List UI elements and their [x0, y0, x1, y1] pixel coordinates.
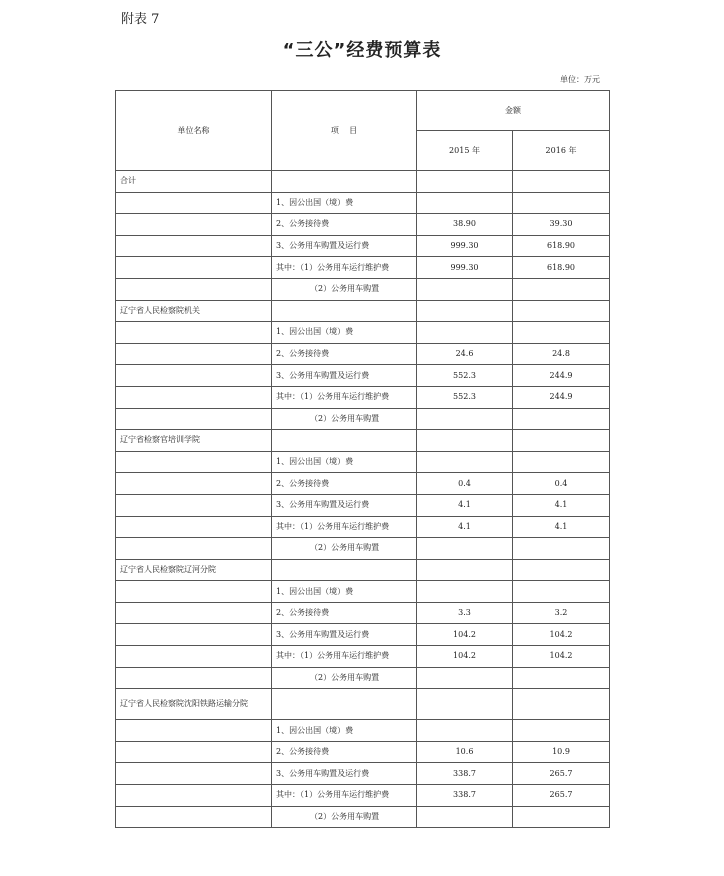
- unit-name-cell: [116, 785, 272, 807]
- unit-name-cell: 合计: [116, 171, 272, 193]
- amount-2016-cell: [513, 806, 610, 828]
- item-cell: 3、公务用车购置及运行费: [272, 365, 417, 387]
- amount-2016-cell: 3.2: [513, 602, 610, 624]
- amount-2016-cell: [513, 430, 610, 452]
- header-amount: 金额: [417, 91, 610, 131]
- unit-name-cell: [116, 516, 272, 538]
- item-cell: 其中：（1）公务用车运行维护费: [272, 646, 417, 668]
- item-cell: 3、公务用车购置及运行费: [272, 235, 417, 257]
- table-row: [116, 430, 610, 452]
- table-row: [116, 689, 610, 720]
- item-cell: 1、因公出国（境）费: [272, 451, 417, 473]
- amount-2016-cell: 244.9: [513, 365, 610, 387]
- item-cell: （2）公务用车购置: [272, 667, 417, 689]
- table-row: [116, 763, 610, 785]
- table-row: [116, 322, 610, 344]
- table-row: [116, 785, 610, 807]
- item-cell: 其中：（1）公务用车运行维护费: [272, 516, 417, 538]
- amount-2016-cell: [513, 278, 610, 300]
- item-cell: [272, 300, 417, 322]
- amount-2016-cell: 39.30: [513, 214, 610, 236]
- amount-2016-cell: 244.9: [513, 386, 610, 408]
- unit-name-cell: [116, 581, 272, 603]
- item-cell: 2、公务接待费: [272, 473, 417, 495]
- unit-name-cell: 辽宁省人民检察院机关: [116, 300, 272, 322]
- appendix-label: 附表 7: [121, 12, 160, 27]
- amount-2015-cell: [417, 322, 513, 344]
- table-header: [116, 91, 610, 171]
- table-row: [116, 741, 610, 763]
- amount-2016-cell: 265.7: [513, 785, 610, 807]
- unit-name-cell: [116, 235, 272, 257]
- item-cell: 2、公务接待费: [272, 741, 417, 763]
- table-row: [116, 516, 610, 538]
- table-row: [116, 365, 610, 387]
- amount-2016-cell: [513, 667, 610, 689]
- amount-2015-cell: [417, 430, 513, 452]
- amount-2015-cell: 0.4: [417, 473, 513, 495]
- unit-name-cell: [116, 720, 272, 742]
- table-row: [116, 408, 610, 430]
- item-cell: 其中：（1）公务用车运行维护费: [272, 257, 417, 279]
- header-item: 项 目: [272, 91, 417, 171]
- amount-2015-cell: [417, 192, 513, 214]
- item-cell: （2）公务用车购置: [272, 538, 417, 560]
- amount-2015-cell: 999.30: [417, 257, 513, 279]
- amount-2016-cell: 104.2: [513, 646, 610, 668]
- table-row: [116, 473, 610, 495]
- amount-2016-cell: 265.7: [513, 763, 610, 785]
- unit-name-cell: [116, 257, 272, 279]
- item-cell: 其中：（1）公务用车运行维护费: [272, 785, 417, 807]
- amount-2015-cell: [417, 689, 513, 720]
- amount-2015-cell: 338.7: [417, 763, 513, 785]
- table-row: [116, 192, 610, 214]
- table-row: [116, 720, 610, 742]
- amount-2015-cell: [417, 538, 513, 560]
- item-cell: 1、因公出国（境）费: [272, 192, 417, 214]
- unit-name-cell: [116, 278, 272, 300]
- unit-name-cell: [116, 538, 272, 560]
- item-cell: 2、公务接待费: [272, 602, 417, 624]
- unit-name-cell: [116, 667, 272, 689]
- amount-2016-cell: [513, 300, 610, 322]
- amount-2015-cell: 24.6: [417, 343, 513, 365]
- table-row: [116, 538, 610, 560]
- unit-name-cell: [116, 741, 272, 763]
- header-year-2015: 2015 年: [417, 131, 513, 171]
- unit-name-cell: [116, 386, 272, 408]
- table-row: [116, 386, 610, 408]
- unit-label: 单位：万元: [560, 75, 600, 84]
- table-row: [116, 278, 610, 300]
- amount-2016-cell: [513, 559, 610, 581]
- unit-name-cell: [116, 408, 272, 430]
- amount-2015-cell: [417, 171, 513, 193]
- item-cell: （2）公务用车购置: [272, 408, 417, 430]
- amount-2016-cell: 618.90: [513, 257, 610, 279]
- unit-name-cell: [116, 322, 272, 344]
- amount-2016-cell: 618.90: [513, 235, 610, 257]
- amount-2015-cell: [417, 806, 513, 828]
- amount-2015-cell: [417, 408, 513, 430]
- unit-name-cell: [116, 214, 272, 236]
- item-cell: 3、公务用车购置及运行费: [272, 494, 417, 516]
- item-cell: [272, 430, 417, 452]
- header-year-2016: 2016 年: [513, 131, 610, 171]
- amount-2015-cell: 4.1: [417, 494, 513, 516]
- table-row: [116, 214, 610, 236]
- table-row: [116, 806, 610, 828]
- table-row: [116, 257, 610, 279]
- header-unit-name: 单位名称: [116, 91, 272, 171]
- table-row: [116, 451, 610, 473]
- unit-name-cell: [116, 192, 272, 214]
- table-row: [116, 494, 610, 516]
- amount-2016-cell: [513, 538, 610, 560]
- amount-2016-cell: 0.4: [513, 473, 610, 495]
- amount-2016-cell: 10.9: [513, 741, 610, 763]
- item-cell: [272, 559, 417, 581]
- amount-2016-cell: [513, 689, 610, 720]
- amount-2015-cell: 552.3: [417, 365, 513, 387]
- amount-2015-cell: [417, 278, 513, 300]
- unit-name-cell: [116, 602, 272, 624]
- item-cell: 2、公务接待费: [272, 214, 417, 236]
- unit-name-cell: 辽宁省检察官培训学院: [116, 430, 272, 452]
- item-cell: 其中：（1）公务用车运行维护费: [272, 386, 417, 408]
- table-row: [116, 343, 610, 365]
- amount-2015-cell: 4.1: [417, 516, 513, 538]
- amount-2016-cell: 4.1: [513, 516, 610, 538]
- item-cell: 3、公务用车购置及运行费: [272, 624, 417, 646]
- unit-name-cell: [116, 494, 272, 516]
- amount-2015-cell: 10.6: [417, 741, 513, 763]
- amount-2016-cell: [513, 451, 610, 473]
- unit-name-cell: [116, 763, 272, 785]
- item-cell: 1、因公出国（境）费: [272, 720, 417, 742]
- amount-2016-cell: [513, 720, 610, 742]
- table-row: [116, 624, 610, 646]
- amount-2016-cell: [513, 581, 610, 603]
- amount-2015-cell: 999.30: [417, 235, 513, 257]
- table-row: [116, 646, 610, 668]
- table-body: [116, 171, 610, 828]
- amount-2015-cell: 104.2: [417, 624, 513, 646]
- amount-2016-cell: [513, 171, 610, 193]
- table-row: [116, 171, 610, 193]
- item-cell: （2）公务用车购置: [272, 278, 417, 300]
- amount-2015-cell: [417, 581, 513, 603]
- amount-2016-cell: 104.2: [513, 624, 610, 646]
- amount-2016-cell: [513, 322, 610, 344]
- amount-2015-cell: [417, 559, 513, 581]
- item-cell: [272, 171, 417, 193]
- amount-2015-cell: [417, 667, 513, 689]
- amount-2015-cell: [417, 300, 513, 322]
- unit-name-cell: [116, 451, 272, 473]
- amount-2016-cell: [513, 408, 610, 430]
- budget-table: [115, 90, 610, 828]
- table-row: [116, 667, 610, 689]
- unit-name-cell: 辽宁省人民检察院沈阳铁路运输分院: [116, 689, 272, 720]
- amount-2015-cell: [417, 451, 513, 473]
- table-row: [116, 602, 610, 624]
- amount-2015-cell: 3.3: [417, 602, 513, 624]
- table-row: [116, 581, 610, 603]
- unit-name-cell: [116, 806, 272, 828]
- unit-name-cell: [116, 646, 272, 668]
- unit-name-cell: [116, 343, 272, 365]
- amount-2016-cell: 24.8: [513, 343, 610, 365]
- table-row: [116, 235, 610, 257]
- amount-2016-cell: 4.1: [513, 494, 610, 516]
- item-cell: 3、公务用车购置及运行费: [272, 763, 417, 785]
- item-cell: [272, 689, 417, 720]
- amount-2015-cell: 38.90: [417, 214, 513, 236]
- unit-name-cell: [116, 365, 272, 387]
- item-cell: （2）公务用车购置: [272, 806, 417, 828]
- table-row: [116, 300, 610, 322]
- item-cell: 2、公务接待费: [272, 343, 417, 365]
- amount-2015-cell: 552.3: [417, 386, 513, 408]
- unit-name-cell: [116, 473, 272, 495]
- unit-name-cell: [116, 624, 272, 646]
- page-title: “三公”经费预算表: [282, 40, 442, 61]
- item-cell: 1、因公出国（境）费: [272, 581, 417, 603]
- amount-2015-cell: 338.7: [417, 785, 513, 807]
- amount-2015-cell: [417, 720, 513, 742]
- unit-name-cell: 辽宁省人民检察院辽河分院: [116, 559, 272, 581]
- item-cell: 1、因公出国（境）费: [272, 322, 417, 344]
- amount-2016-cell: [513, 192, 610, 214]
- table-row: [116, 559, 610, 581]
- amount-2015-cell: 104.2: [417, 646, 513, 668]
